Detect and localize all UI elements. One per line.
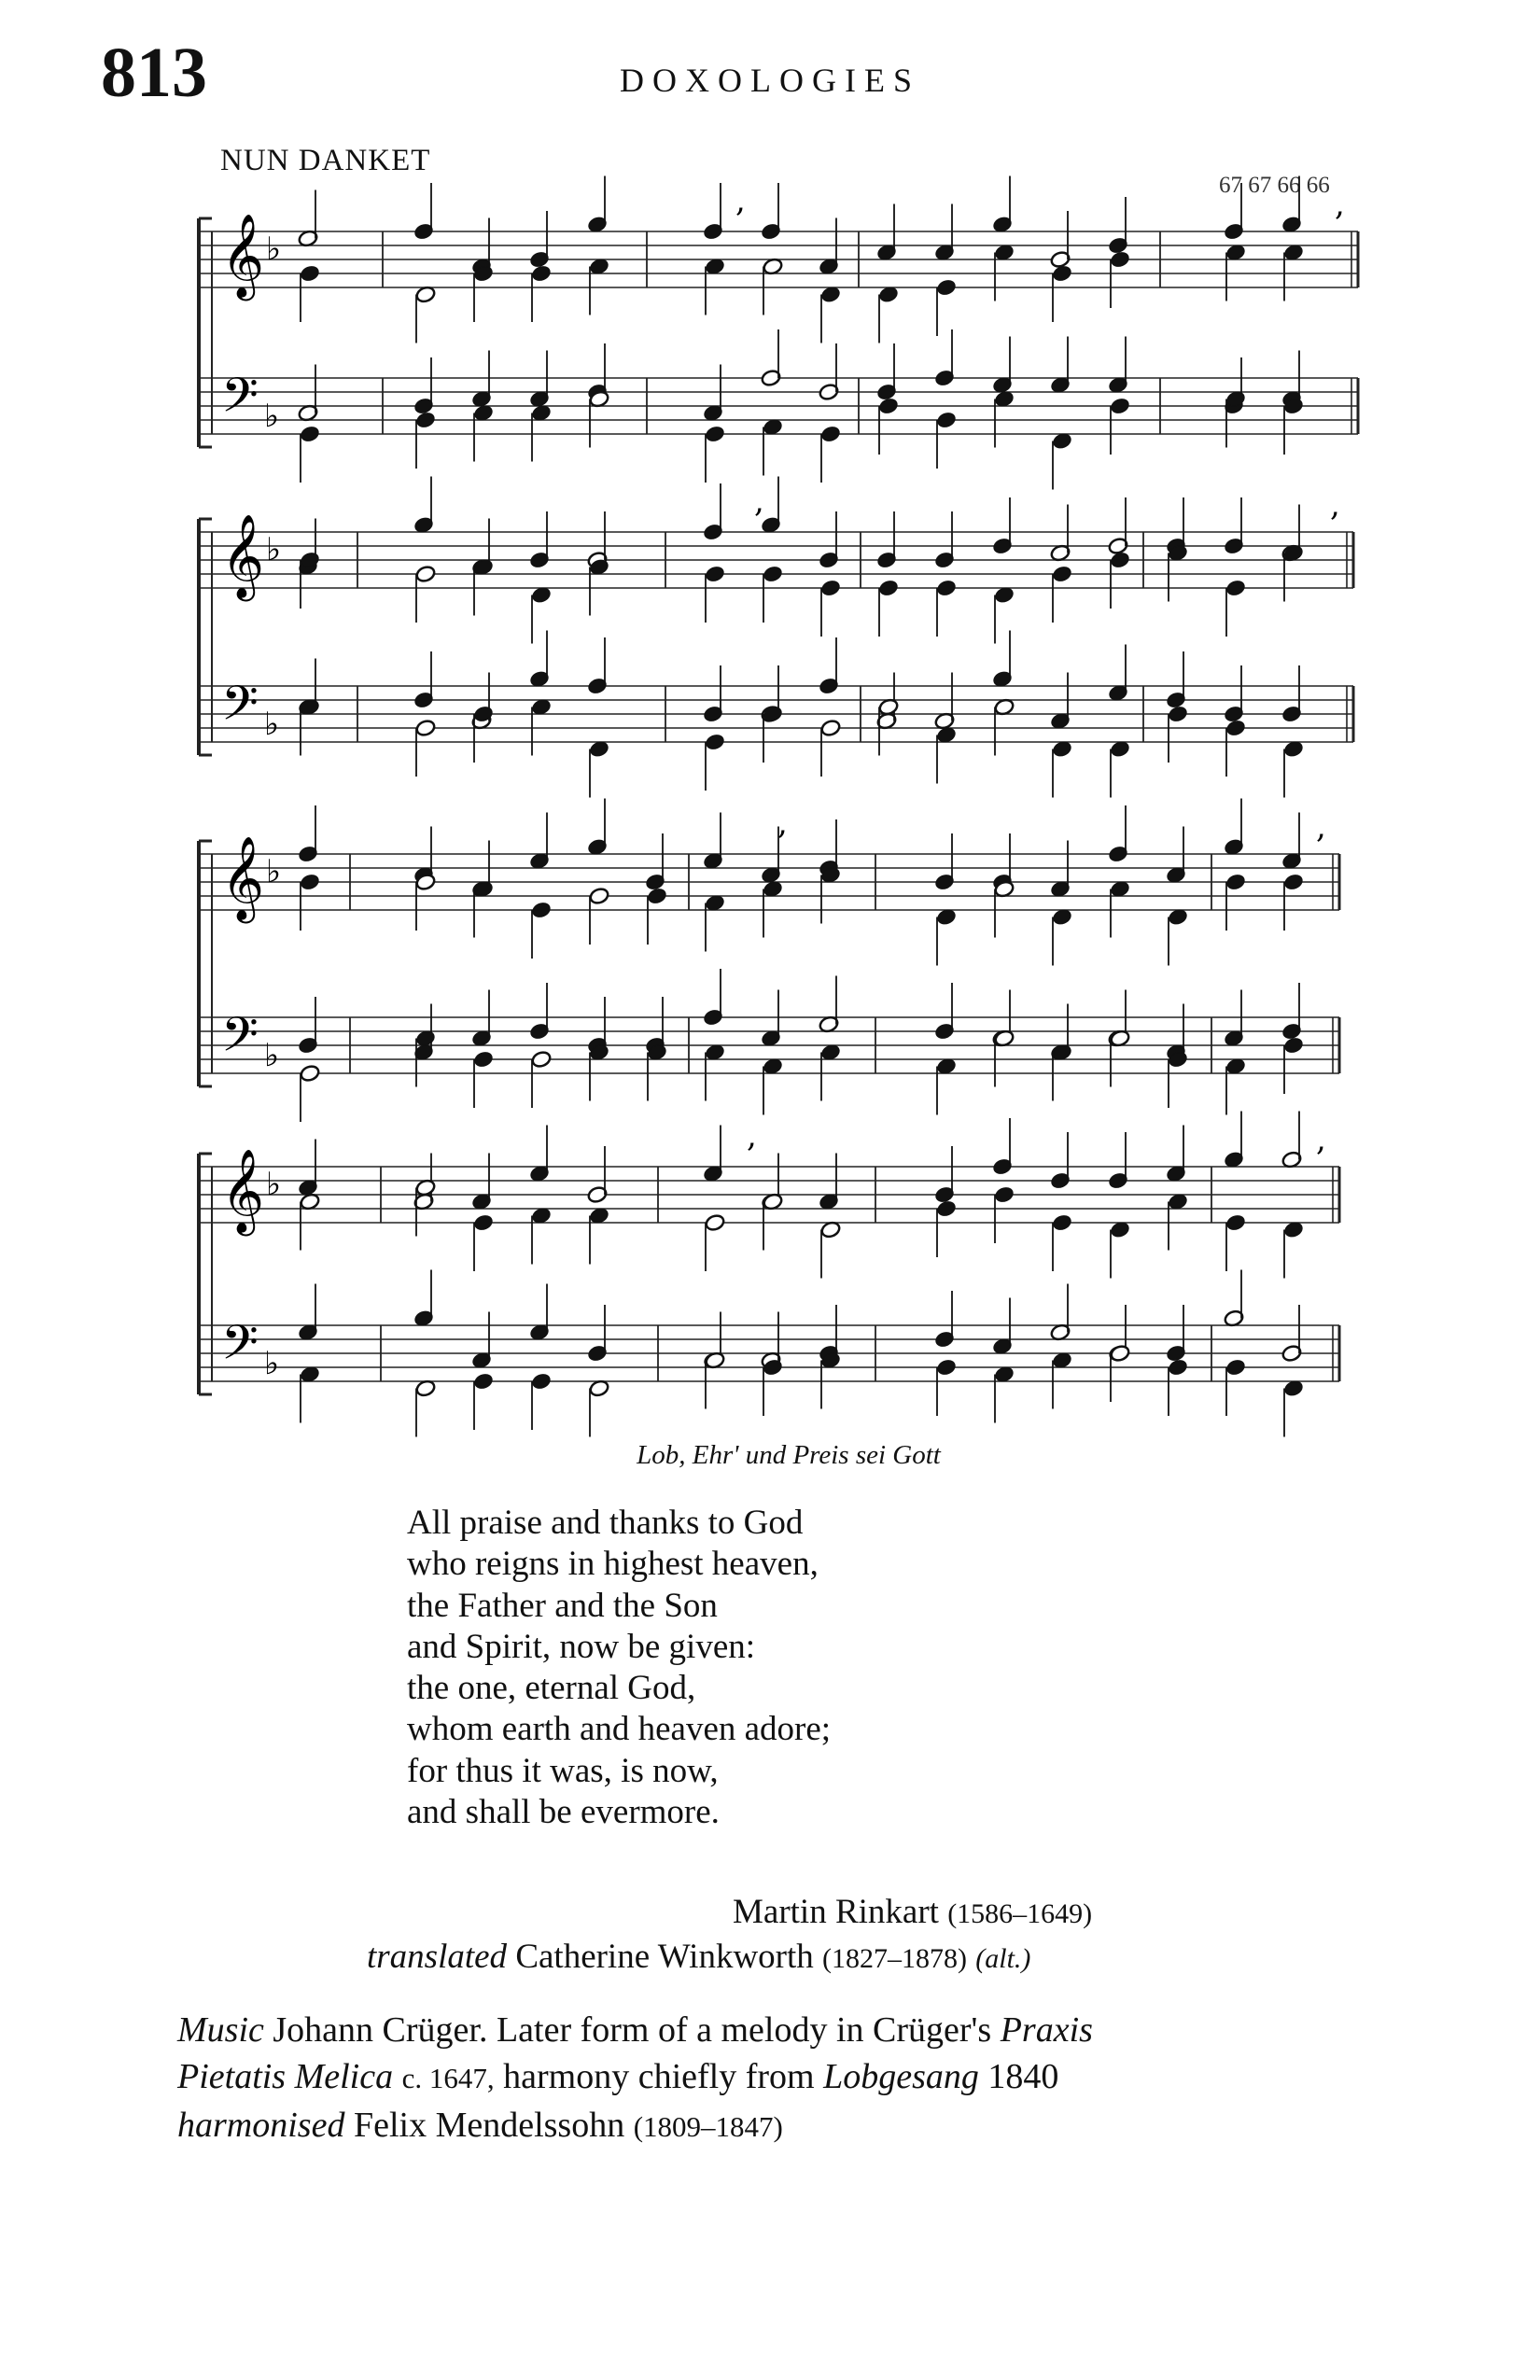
author-dates: (1586–1649) <box>947 1898 1093 1929</box>
note-head <box>936 278 958 297</box>
flat-sign: ♭ <box>264 1037 280 1074</box>
verse-line: whom earth and heaven adore; <box>407 1710 832 1749</box>
note-head <box>1225 1213 1247 1232</box>
note-head <box>473 1372 495 1391</box>
note-head <box>763 565 784 583</box>
note-head <box>1110 551 1131 569</box>
section-title: DOXOLOGIES <box>620 62 920 99</box>
altered-mark: (alt.) <box>975 1943 1031 1974</box>
circa-date: c. 1647, <box>401 2062 495 2094</box>
note-head <box>705 1213 726 1232</box>
translator-dates: (1827–1878) <box>822 1943 967 1974</box>
treble-clef: 𝄞 <box>221 214 265 298</box>
later-form: Later form of a melody in Crüger's <box>496 2010 992 2050</box>
harmoniser: Felix Mendelssohn <box>353 2106 625 2145</box>
breath-mark: , <box>777 805 788 842</box>
note-head <box>1225 1358 1247 1377</box>
note-head <box>878 397 900 415</box>
treble-clef: 𝄞 <box>221 1149 265 1233</box>
note-head <box>1052 264 1073 283</box>
note-head <box>1168 1358 1189 1377</box>
harmony-text: harmony chiefly from <box>503 2057 815 2096</box>
note-head <box>1225 719 1247 737</box>
flat-sign: ♭ <box>266 531 282 568</box>
note-head <box>473 1213 495 1232</box>
treble-clef: 𝄞 <box>221 836 265 920</box>
hymn-verse <box>407 1503 831 1833</box>
flat-sign: ♭ <box>264 706 280 743</box>
author-name: Martin Rinkart <box>733 1893 939 1931</box>
note-head <box>820 425 842 443</box>
tune-name: NUN DANKET <box>220 144 431 177</box>
music-label: Music <box>177 2010 264 2050</box>
harmonised-label: harmonised <box>177 2106 345 2145</box>
note-head <box>1110 397 1131 415</box>
note-head <box>473 1050 495 1069</box>
breath-mark: , <box>1316 1121 1326 1158</box>
credit-line <box>177 2102 1353 2150</box>
note-head <box>647 887 668 905</box>
verse-line: who reigns in highest heaven, <box>407 1545 819 1584</box>
note-head <box>705 733 726 751</box>
bass-clef: 𝄢 <box>221 367 259 435</box>
breath-mark: , <box>735 182 746 219</box>
composer: Johann Crüger. <box>273 2010 488 2050</box>
note-head <box>300 264 321 283</box>
verse-line: and Spirit, now be given: <box>407 1627 756 1666</box>
metre: 67 67 66 66 <box>1219 173 1330 198</box>
note-head <box>531 901 553 919</box>
bass-clef: 𝄢 <box>221 675 259 743</box>
verse-line: and shall be evermore. <box>407 1793 720 1832</box>
verse-line: the Father and the Son <box>407 1586 718 1625</box>
bass-clef: 𝄢 <box>221 1314 259 1382</box>
translator-credit <box>367 1939 1030 1974</box>
breath-mark: , <box>1330 486 1340 524</box>
note-head <box>300 873 321 891</box>
music-credits <box>177 2007 1353 2150</box>
note-head <box>589 887 610 905</box>
treble-clef: 𝄞 <box>221 514 265 598</box>
note-head <box>705 425 726 443</box>
note-head <box>1225 579 1247 597</box>
source-title: Pietatis Melica <box>177 2057 394 2096</box>
note-head <box>415 719 437 737</box>
verse-line: All praise and thanks to God <box>407 1504 804 1542</box>
flat-sign: ♭ <box>264 1345 280 1382</box>
flat-sign: ♭ <box>266 1166 282 1203</box>
translator-name: Catherine Winkworth <box>515 1938 814 1976</box>
author-credit <box>733 1895 1092 1929</box>
note-head <box>936 579 958 597</box>
note-head <box>936 1358 958 1377</box>
note-head <box>415 565 437 583</box>
source-year: 1840 <box>987 2057 1059 2096</box>
breath-mark: , <box>747 1117 757 1155</box>
hymn-number: 813 <box>101 34 207 112</box>
note-head <box>936 1199 958 1218</box>
flat-sign: ♭ <box>266 853 282 890</box>
note-head <box>300 425 321 443</box>
note-head <box>531 1050 553 1069</box>
breath-mark: , <box>1316 808 1326 846</box>
note-head <box>1052 565 1073 583</box>
breath-mark: , <box>1335 186 1345 223</box>
note-head <box>300 1064 321 1083</box>
translated-label: translated <box>367 1938 508 1976</box>
harmoniser-dates: (1809–1847) <box>633 2110 783 2143</box>
verse-line: for thus it was, is now, <box>407 1751 719 1790</box>
german-title: Lob, Ehr' und Preis sei Gott <box>637 1440 941 1470</box>
note-head <box>415 411 437 429</box>
note-head <box>705 565 726 583</box>
note-head <box>531 264 553 283</box>
flat-sign: ♭ <box>266 231 282 268</box>
note-head <box>878 579 900 597</box>
source-title: Praxis <box>1000 2010 1093 2050</box>
note-head <box>1110 250 1131 269</box>
bass-clef: 𝄢 <box>221 1006 259 1074</box>
note-head <box>936 411 958 429</box>
note-head <box>531 1372 553 1391</box>
note-head <box>1052 1213 1073 1232</box>
note-head <box>1283 873 1305 891</box>
credit-line <box>177 2053 1353 2102</box>
note-head <box>1283 1036 1305 1055</box>
note-head <box>994 1185 1015 1204</box>
note-head <box>1168 705 1189 723</box>
credit-line <box>177 2007 1353 2053</box>
flat-sign: ♭ <box>264 398 280 435</box>
note-head <box>820 719 842 737</box>
source-title: Lobgesang <box>823 2057 979 2096</box>
verse-line: the one, eternal God, <box>407 1669 696 1708</box>
note-head <box>820 579 842 597</box>
note-head <box>1225 873 1247 891</box>
breath-mark: , <box>754 483 764 520</box>
